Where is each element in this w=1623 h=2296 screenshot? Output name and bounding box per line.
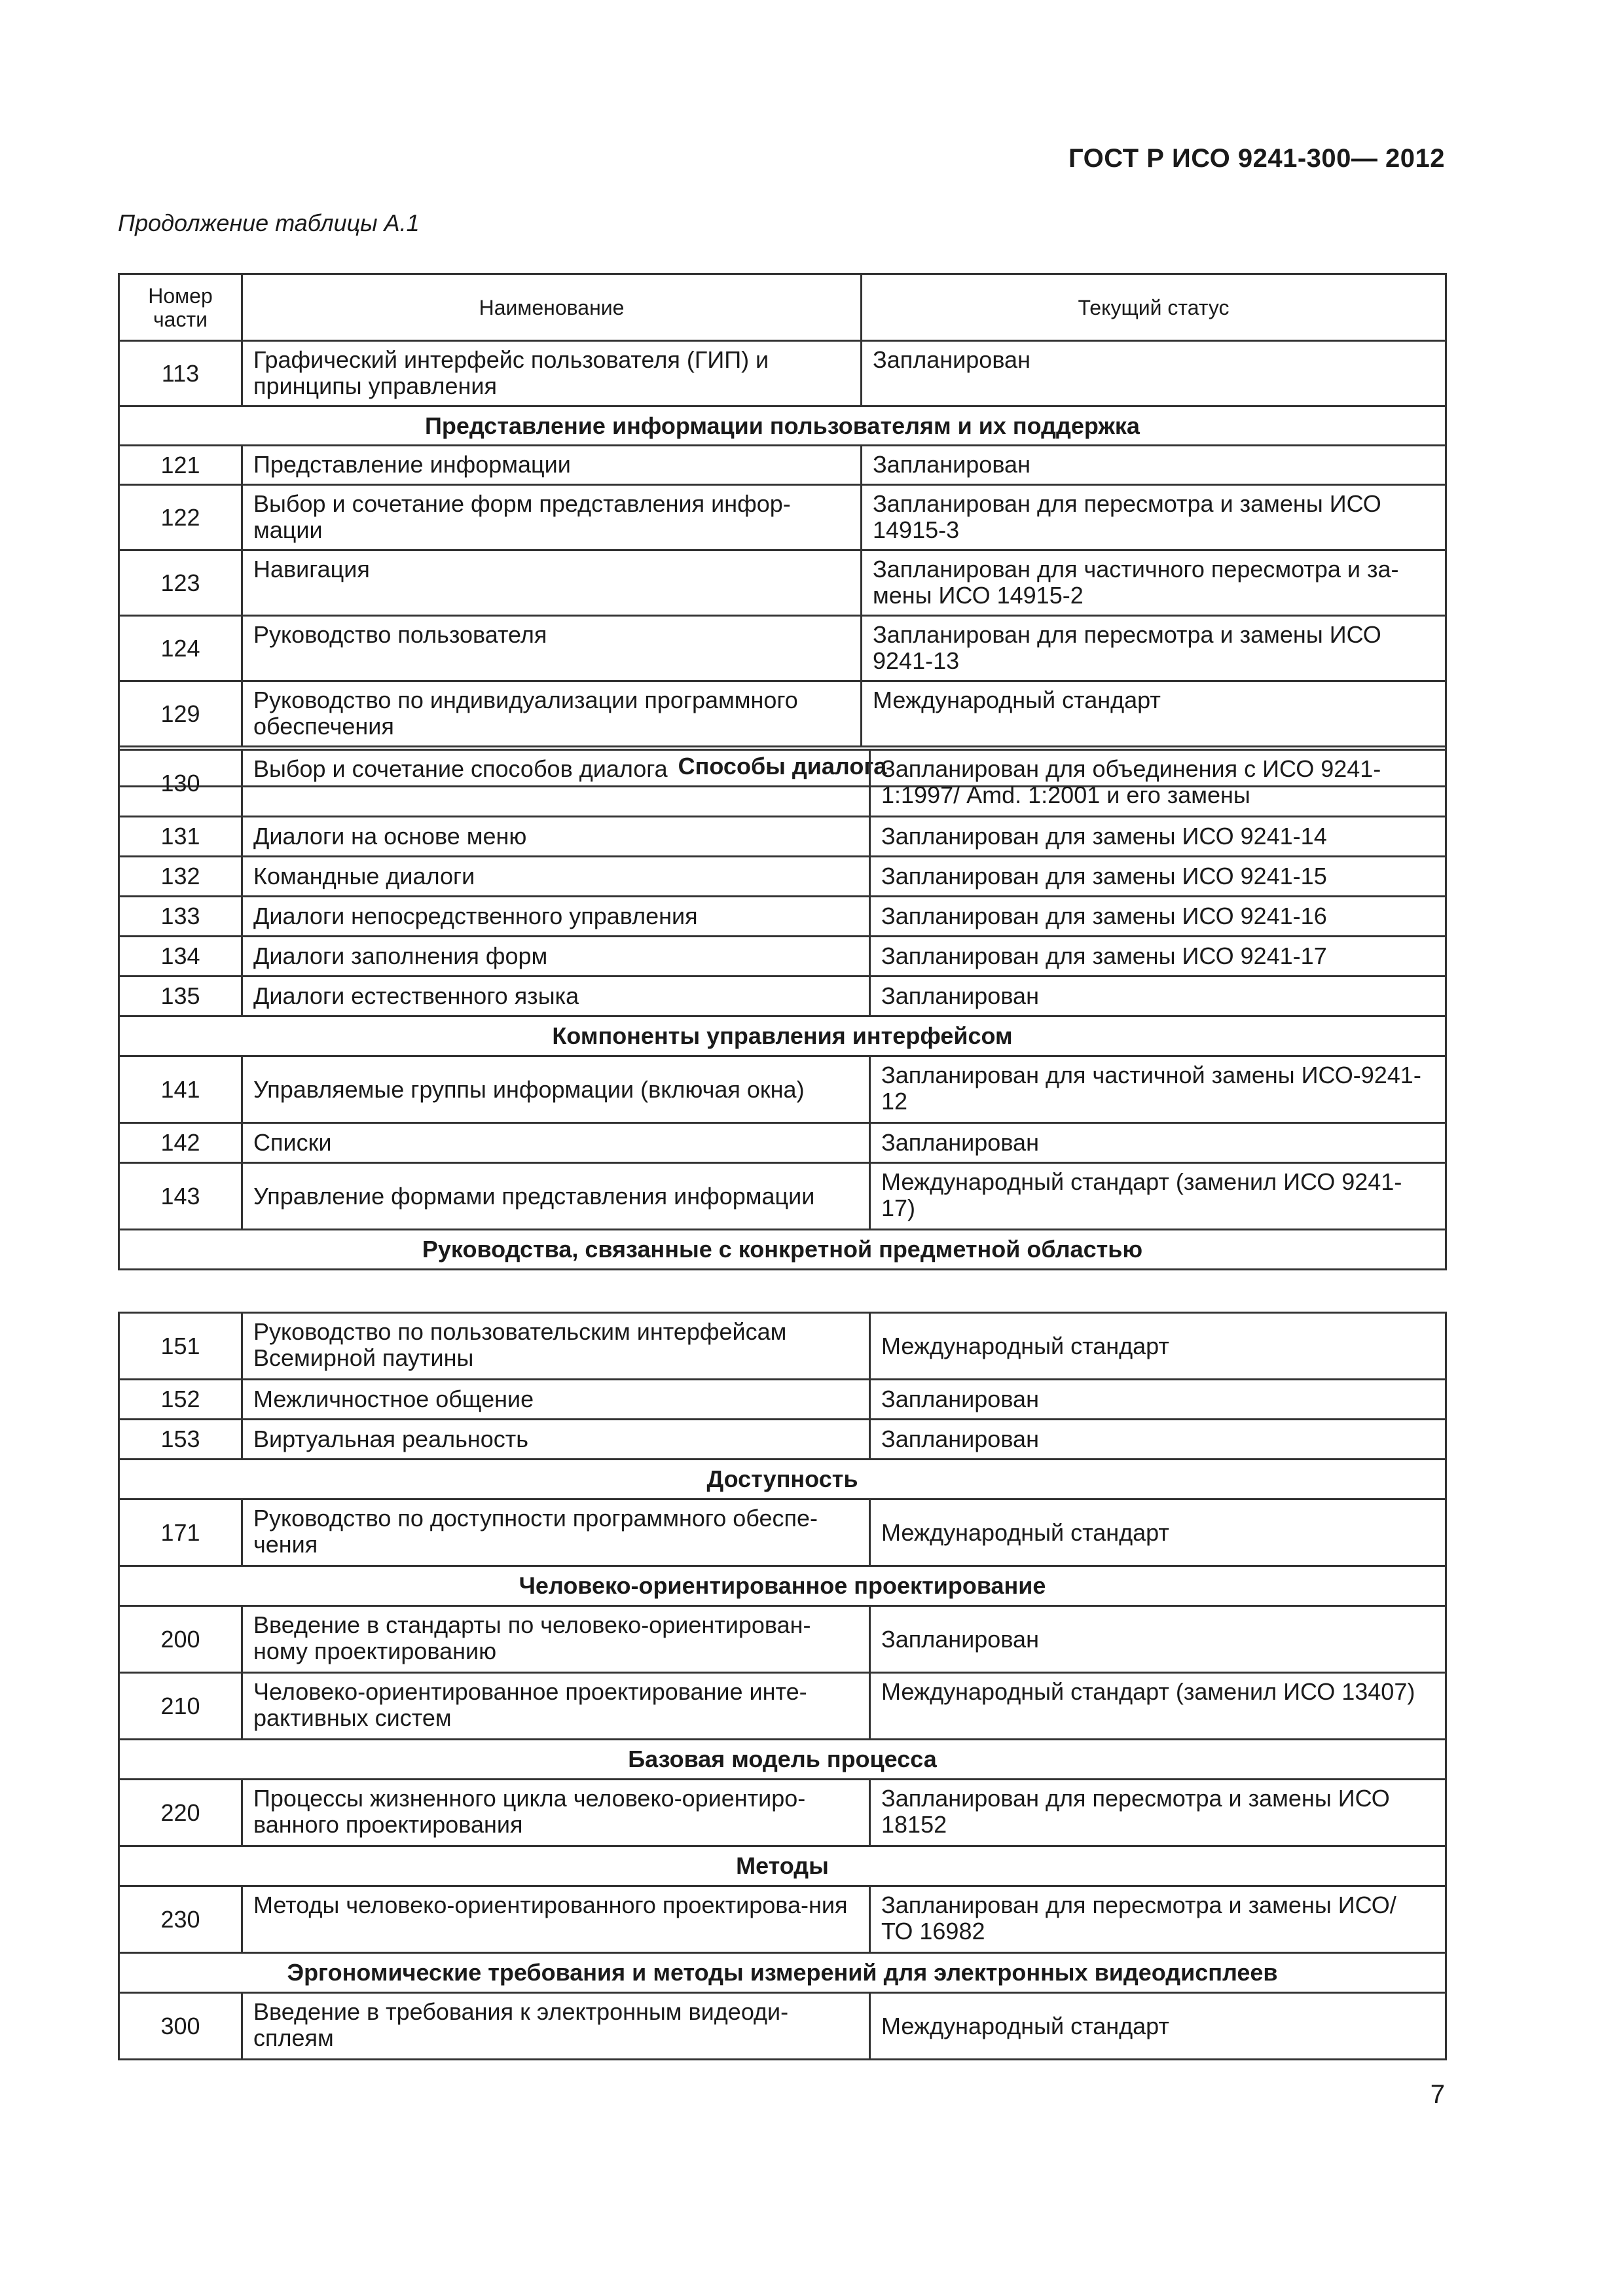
section-heading: Способы диалога [119,747,1446,787]
part-status: Запланирован для замены ИСО 9241-16 [870,897,1446,937]
table-row [119,616,1446,681]
part-status: Запланирован для пересмотра и замены ИСО 18152 [870,1780,1446,1846]
part-number: 143 [119,1163,242,1230]
part-status: Международный стандарт (заменил ИСО 9241-17) [870,1163,1446,1230]
part-status: Международный стандарт (заменил ИСО 13407) [870,1673,1446,1740]
table-row [119,977,1446,1016]
part-number: 132 [119,857,242,897]
section-heading: Человеко-ориентированное проектирование [119,1566,1446,1606]
table-row [119,341,1446,406]
part-status: Запланирован для пересмотра и замены ИСО 9241-13 [862,616,1446,681]
section-heading: Базовая модель процесса [119,1740,1446,1780]
table-row [119,550,1446,616]
part-number: 129 [119,681,242,747]
table-row [119,897,1446,937]
part-name: Выбор и сочетание форм представления инфор-мации [242,485,862,550]
section-row [119,1566,1446,1606]
table-row [119,485,1446,550]
part-name: Выбор и сочетание способов диалога [242,750,870,817]
part-number: 153 [119,1420,242,1460]
part-number: 200 [119,1606,242,1673]
section-row [119,406,1446,446]
part-name: Списки [242,1123,870,1163]
part-number: 130 [119,750,242,817]
part-name: Человеко-ориентированное проектирование инте-рактивных систем [242,1673,870,1740]
page-number: 7 [1430,2080,1445,2109]
part-number: 131 [119,817,242,857]
part-number: 135 [119,977,242,1016]
part-status: Запланирован для пересмотра и замены ИСО/ ТО 16982 [870,1886,1446,1953]
table-header-row [119,274,1446,341]
section-row [119,1740,1446,1780]
part-number: 123 [119,550,242,616]
part-name: Виртуальная реальность [242,1420,870,1460]
table-row [119,857,1446,897]
standards-table-part-3 [118,1312,1447,2060]
section-heading: Методы [119,1846,1446,1886]
part-number: 122 [119,485,242,550]
part-status: Международный стандарт [862,681,1446,747]
standards-table-part-2 [118,749,1447,1270]
column-header-name: Наименование [242,274,862,341]
part-status: Запланирован [862,446,1446,485]
part-number: 230 [119,1886,242,1953]
part-status: Запланирован для замены ИСО 9241-14 [870,817,1446,857]
part-status: Запланирован [870,1380,1446,1420]
part-number: 300 [119,1993,242,2060]
table-row [119,1380,1446,1420]
part-name: Навигация [242,550,862,616]
section-heading: Доступность [119,1460,1446,1499]
part-number: 121 [119,446,242,485]
part-status: Запланирован [862,341,1446,406]
table-row [119,1886,1446,1953]
part-status: Запланирован для частичного пересмотра и за-мены ИСО 14915-2 [862,550,1446,616]
part-name: Введение в стандарты по человеко-ориентирован-ному проектированию [242,1606,870,1673]
part-name: Руководство пользователя [242,616,862,681]
part-name: Методы человеко-ориентированного проектирова-ния [242,1886,870,1953]
part-number: 220 [119,1780,242,1846]
part-name: Руководство по пользовательским интерфейсам Всемирной паутины [242,1313,870,1380]
table-row [119,1780,1446,1846]
standards-table-part-1 [118,273,1447,787]
part-name: Графический интерфейс пользователя (ГИП) и принципы управления [242,341,862,406]
table-row [119,1420,1446,1460]
table-row [119,681,1446,747]
part-number: 152 [119,1380,242,1420]
part-name: Управление формами представления информации [242,1163,870,1230]
part-name: Управляемые группы информации (включая окна) [242,1056,870,1123]
table-row [119,817,1446,857]
part-name: Диалоги естественного языка [242,977,870,1016]
table-row [119,1606,1446,1673]
part-status: Запланирован для пересмотра и замены ИСО 14915-3 [862,485,1446,550]
part-name: Диалоги непосредственного управления [242,897,870,937]
part-status: Международный стандарт [870,1313,1446,1380]
part-number: 133 [119,897,242,937]
part-number: 113 [119,341,242,406]
part-name: Межличностное общение [242,1380,870,1420]
section-row [119,1846,1446,1886]
table-row [119,1499,1446,1566]
part-name: Диалоги на основе меню [242,817,870,857]
table-row [119,1673,1446,1740]
document-header: ГОСТ Р ИСО 9241-300— 2012 [1068,144,1445,173]
section-heading: Эргономические требования и методы измерений для электронных видеодисплеев [119,1953,1446,1993]
section-row [119,1460,1446,1499]
part-status: Запланирован для объединения с ИСО 9241-1:1997/ Amd. 1:2001 и его замены [870,750,1446,817]
table-row [119,446,1446,485]
part-status: Запланирован для частичной замены ИСО-9241-12 [870,1056,1446,1123]
part-name: Командные диалоги [242,857,870,897]
section-row [119,1953,1446,1993]
part-number: 171 [119,1499,242,1566]
table-row [119,937,1446,977]
part-name: Процессы жизненного цикла человеко-ориентиро-ванного проектирования [242,1780,870,1846]
part-number: 124 [119,616,242,681]
part-name: Введение в требования к электронным видеоди-сплеям [242,1993,870,2060]
table-caption: Продолжение таблицы А.1 [118,209,420,236]
table-row [119,1993,1446,2060]
part-status: Запланирован [870,1123,1446,1163]
section-row [119,1230,1446,1270]
column-header-number: Номер части [119,274,242,341]
section-heading: Руководства, связанные с конкретной предметной областью [119,1230,1446,1270]
table-row [119,1163,1446,1230]
table-row [119,1123,1446,1163]
column-header-status: Текущий статус [862,274,1446,341]
part-name: Представление информации [242,446,862,485]
section-row [119,1016,1446,1056]
part-status: Запланирован [870,1606,1446,1673]
table-row [119,1056,1446,1123]
part-status: Международный стандарт [870,1499,1446,1566]
part-number: 141 [119,1056,242,1123]
part-number: 134 [119,937,242,977]
part-name: Руководство по индивидуализации программного обеспечения [242,681,862,747]
part-number: 142 [119,1123,242,1163]
table-row [119,1313,1446,1380]
table-row [119,750,1446,817]
section-heading: Представление информации пользователям и их поддержка [119,406,1446,446]
part-status: Запланирован [870,977,1446,1016]
part-status: Международный стандарт [870,1993,1446,2060]
part-name: Руководство по доступности программного обеспе-чения [242,1499,870,1566]
part-number: 210 [119,1673,242,1740]
part-status: Запланирован [870,1420,1446,1460]
part-status: Запланирован для замены ИСО 9241-15 [870,857,1446,897]
part-number: 151 [119,1313,242,1380]
part-status: Запланирован для замены ИСО 9241-17 [870,937,1446,977]
part-name: Диалоги заполнения форм [242,937,870,977]
section-heading: Компоненты управления интерфейсом [119,1016,1446,1056]
